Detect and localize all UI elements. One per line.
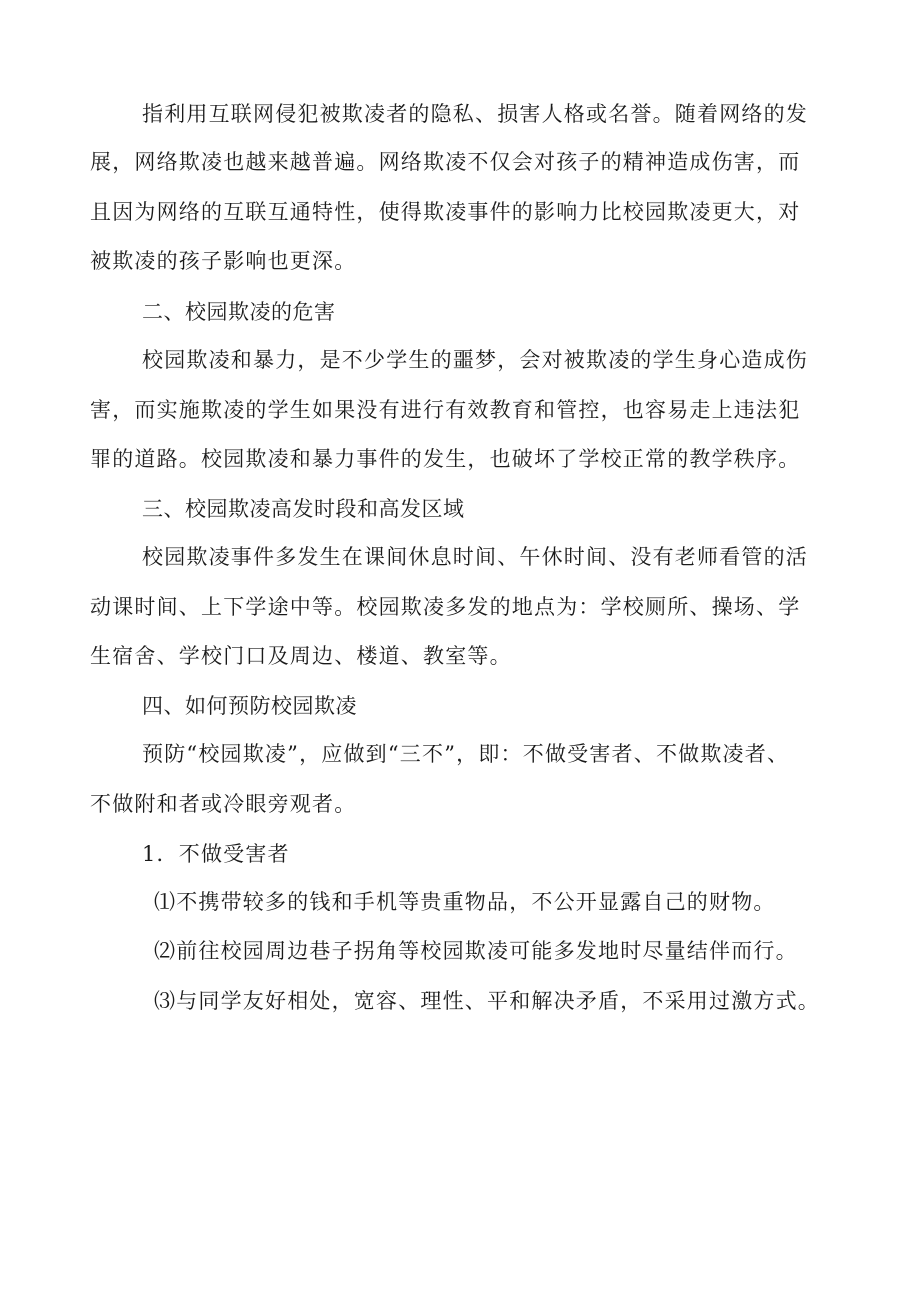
section-heading: 二、校园欺凌的危害 <box>142 300 336 324</box>
paragraph-line: 校园欺凌事件多发生在课间休息时间、午休时间、没有老师看管的活 <box>142 545 808 569</box>
paragraph-line: 罪的道路。校园欺凌和暴力事件的发生，也破坏了学校正常的教学秩序。 <box>90 447 801 471</box>
paragraph-line: 校园欺凌和暴力，是不少学生的噩梦，会对被欺凌的学生身心造成伤 <box>142 348 808 372</box>
paragraph-line: 指利用互联网侵犯被欺凌者的隐私、损害人格或名誉。随着网络的发 <box>142 102 808 126</box>
section-heading: 四、如何预防校园欺凌 <box>142 694 357 718</box>
paragraph-line: 被欺凌的孩子影响也更深。 <box>90 249 357 273</box>
paragraph-line: 不做附和者或冷眼旁观者。 <box>90 792 357 816</box>
paragraph-line: 展，网络欺凌也越来越普遍。网络欺凌不仅会对孩子的精神造成伤害，而 <box>90 150 801 174</box>
paragraph-line: 动课时间、上下学途中等。校园欺凌多发的地点为：学校厕所、操场、学 <box>90 595 801 619</box>
paragraph-line: 且因为网络的互联互通特性，使得欺凌事件的影响力比校园欺凌更大，对 <box>90 200 801 224</box>
sub-list-item: ⑴不携带较多的钱和手机等贵重物品，不公开显露自己的财物。 <box>154 890 776 914</box>
sub-list-item: ⑵前往校园周边巷子拐角等校园欺凌可能多发地时尽量结伴而行。 <box>154 939 798 963</box>
sub-list-item: ⑶与同学友好相处，宽容、理性、平和解决矛盾，不采用过激方式。 <box>154 989 820 1013</box>
list-item-heading: 1．不做受害者 <box>142 842 290 866</box>
paragraph-line: 害，而实施欺凌的学生如果没有进行有效教育和管控，也容易走上违法犯 <box>90 398 801 422</box>
paragraph-line: 预防“校园欺凌”，应做到“三不”，即：不做受害者、不做欺凌者、 <box>142 742 790 766</box>
section-heading: 三、校园欺凌高发时段和高发区域 <box>142 497 465 521</box>
paragraph-line: 生宿舍、学校门口及周边、楼道、教室等。 <box>90 644 512 668</box>
